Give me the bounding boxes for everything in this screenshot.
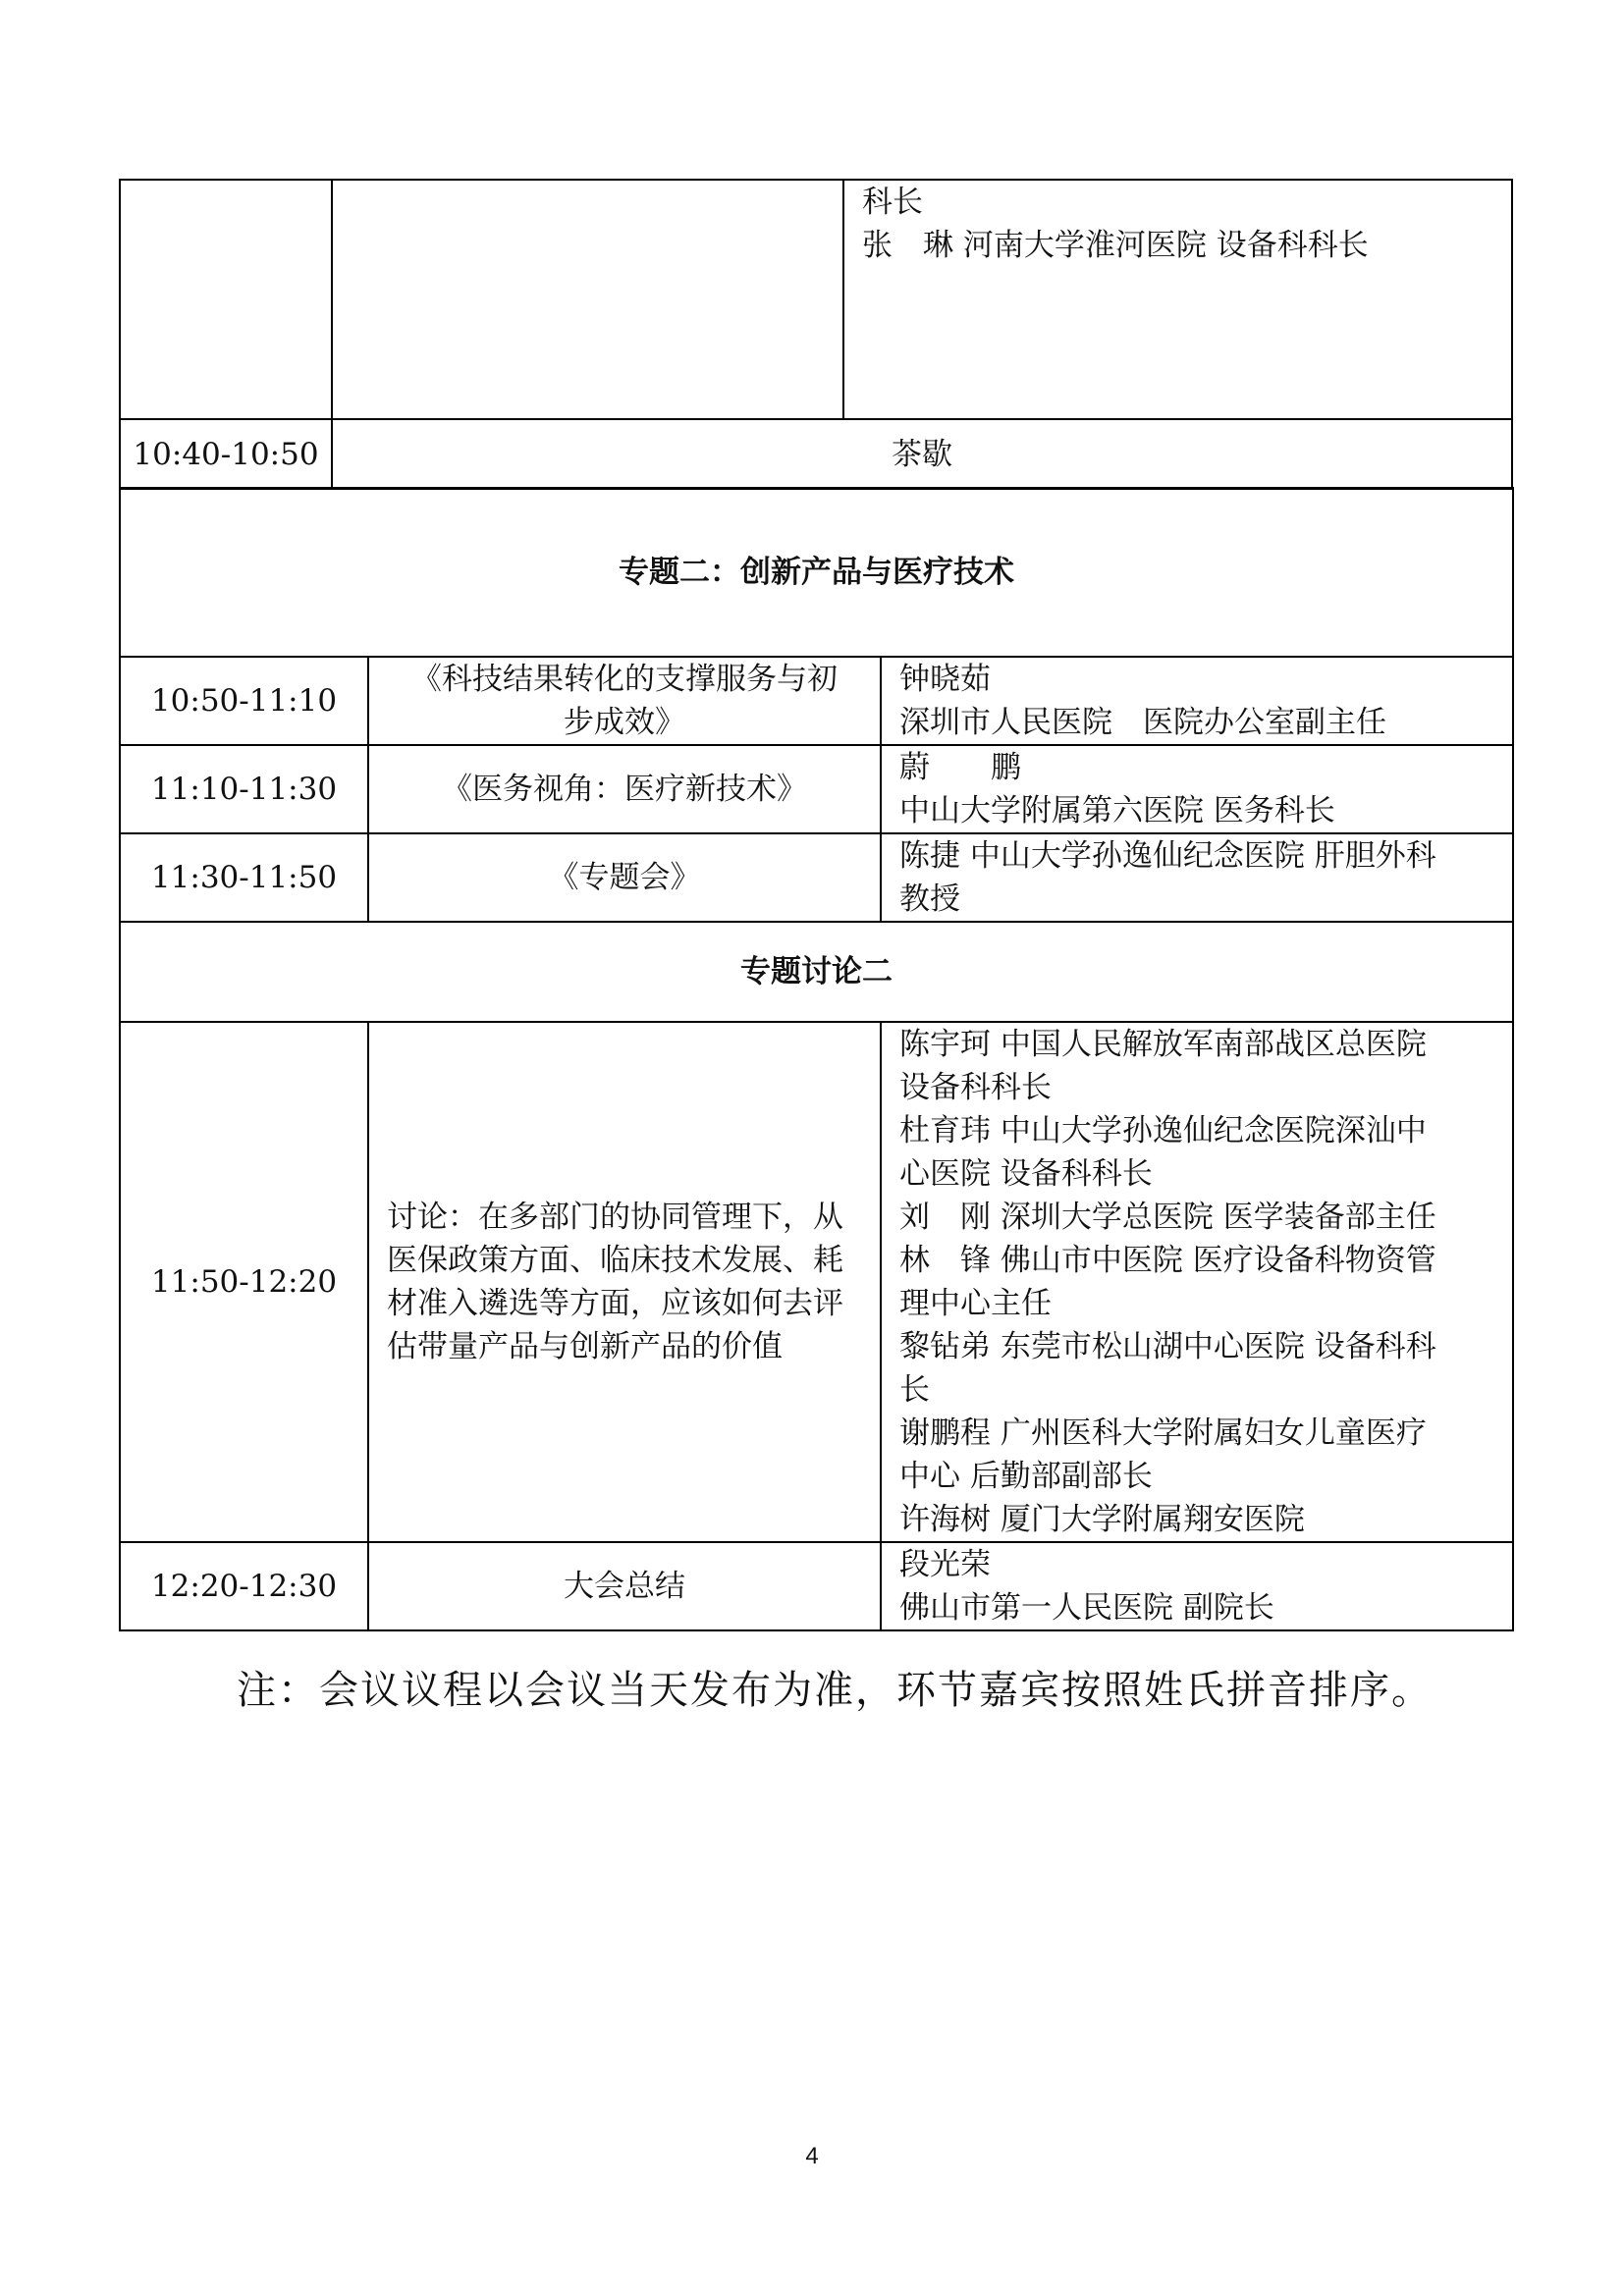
speaker-cell [881, 1542, 1513, 1630]
speaker-cell [881, 657, 1513, 745]
discussion-heading-row [120, 922, 1513, 1022]
topic-line: 讨论：在多部门的协同管理下，从 [387, 1200, 843, 1235]
panelist-cell [881, 1022, 1513, 1542]
topic-line: 估带量产品与创新产品的价值 [387, 1329, 783, 1364]
panelist-line: 理中心主任 [899, 1286, 1052, 1321]
speaker-line: 陈捷 中山大学孙逸仙纪念医院 肝胆外科 [899, 838, 1436, 874]
speaker-line: 蔚 鹏 [899, 750, 1021, 785]
speaker-line: 深圳市人民医院 医院办公室副主任 [899, 705, 1386, 740]
time-cell: 10:50-11:10 [120, 657, 368, 745]
discussion-topic-cell [368, 1022, 881, 1542]
agenda-table-part2 [119, 487, 1514, 1631]
agenda-row [120, 657, 1513, 745]
tea-break-row [120, 419, 1512, 489]
speaker-line: 科长 [862, 185, 923, 220]
topic-line: 《专题会》 [548, 860, 701, 895]
topic-cell: 大会总结 [368, 1542, 881, 1630]
section-heading: 专题二：创新产品与医疗技术 [120, 488, 1513, 657]
discussion-heading: 专题讨论二 [120, 922, 1513, 1022]
topic-cell-empty [332, 180, 843, 419]
topic-line: 步成效》 [564, 705, 685, 740]
time-cell: 10:40-10:50 [120, 419, 332, 489]
panelist-line: 心医院 设备科科长 [899, 1156, 1153, 1192]
speaker-cell [881, 833, 1513, 922]
discussion-row [120, 1022, 1513, 1542]
speaker-line: 张 琳 河南大学淮河医院 设备科科长 [862, 228, 1369, 263]
topic-line: 《科技结果转化的支撑服务与初 [411, 662, 838, 697]
panelist-line: 黎钻弟 东莞市松山湖中心医院 设备科科 [899, 1329, 1436, 1364]
agenda-row [120, 745, 1513, 833]
time-cell-empty [120, 180, 332, 419]
time-cell: 11:50-12:20 [120, 1022, 368, 1542]
panelist-line: 设备科科长 [899, 1070, 1052, 1105]
page-number: 4 [805, 2143, 819, 2169]
topic-line: 材准入遴选等方面，应该如何去评 [387, 1286, 843, 1321]
speaker-cell [881, 745, 1513, 833]
panelist-line: 刘 刚 深圳大学总医院 医学装备部主任 [899, 1200, 1436, 1235]
panelist-line: 许海树 厦门大学附属翔安医院 [899, 1502, 1305, 1537]
speaker-cell [843, 180, 1512, 419]
panelist-line: 谢鹏程 广州医科大学附属妇女儿童医疗 [899, 1415, 1427, 1451]
closing-row [120, 1542, 1513, 1630]
agenda-note: 注：会议议程以会议当天发布为准，环节嘉宾按照姓氏拼音排序。 [237, 1668, 1433, 1713]
time-cell: 11:10-11:30 [120, 745, 368, 833]
time-cell: 12:20-12:30 [120, 1542, 368, 1630]
topic-line: 《医务视角：医疗新技术》 [442, 772, 807, 807]
panelist-line: 中心 后勤部副部长 [899, 1459, 1153, 1494]
panelist-line: 长 [899, 1372, 930, 1408]
section-heading-row [120, 488, 1513, 657]
panelist-line: 陈宇珂 中国人民解放军南部战区总医院 [899, 1027, 1427, 1062]
speaker-line: 钟晓茹 [899, 662, 991, 697]
agenda-table-part1 [119, 179, 1513, 490]
carry-over-row [120, 180, 1512, 419]
panelist-line: 林 锋 佛山市中医院 医疗设备科物资管 [899, 1243, 1436, 1278]
speaker-line: 中山大学附属第六医院 医务科长 [899, 793, 1335, 828]
time-cell: 11:30-11:50 [120, 833, 368, 922]
topic-cell [368, 745, 881, 833]
tea-break-label: 茶歇 [332, 419, 1512, 489]
topic-cell [368, 657, 881, 745]
topic-cell [368, 833, 881, 922]
speaker-line: 段光荣 [899, 1547, 991, 1582]
speaker-line: 佛山市第一人民医院 副院长 [899, 1590, 1274, 1626]
speaker-line: 教授 [899, 881, 960, 917]
agenda-row [120, 833, 1513, 922]
panelist-line: 杜育玮 中山大学孙逸仙纪念医院深汕中 [899, 1113, 1427, 1148]
topic-line: 医保政策方面、临床技术发展、耗 [387, 1243, 843, 1278]
